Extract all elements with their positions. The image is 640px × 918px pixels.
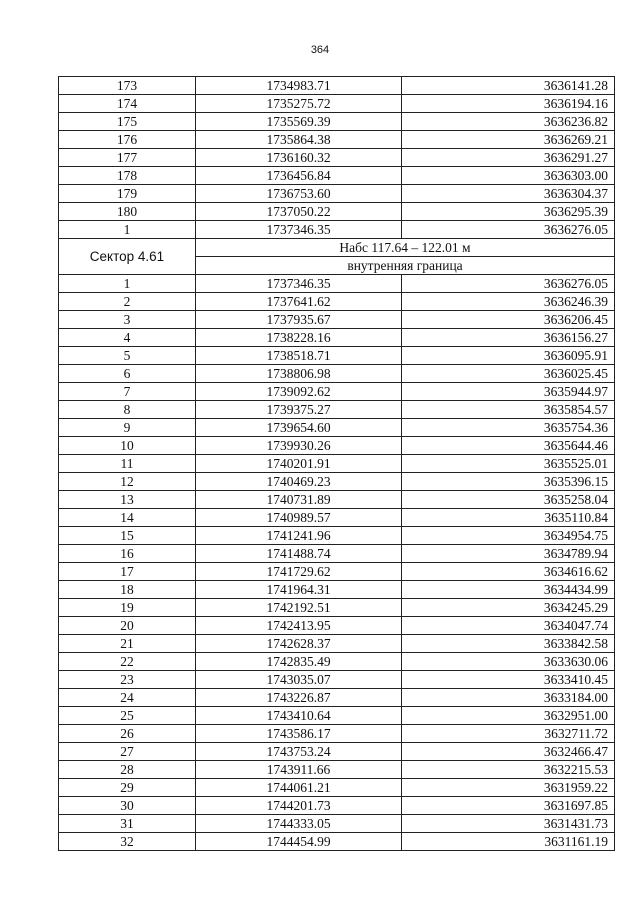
x-coordinate: 1737641.62 [196, 293, 402, 311]
table-row [59, 311, 615, 329]
x-coordinate: 1743753.24 [196, 743, 402, 761]
x-coordinate: 1734983.71 [196, 77, 402, 95]
y-coordinate: 3636236.82 [402, 113, 615, 131]
point-number: 5 [59, 347, 196, 365]
point-number: 173 [59, 77, 196, 95]
table-row [59, 293, 615, 311]
y-coordinate: 3636141.28 [402, 77, 615, 95]
point-number: 20 [59, 617, 196, 635]
table-row [59, 491, 615, 509]
point-number: 27 [59, 743, 196, 761]
point-number: 30 [59, 797, 196, 815]
table-row [59, 419, 615, 437]
x-coordinate: 1740731.89 [196, 491, 402, 509]
x-coordinate: 1744333.05 [196, 815, 402, 833]
y-coordinate: 3636269.21 [402, 131, 615, 149]
point-number: 23 [59, 671, 196, 689]
sector-header-row [59, 239, 615, 257]
point-number: 17 [59, 563, 196, 581]
point-number: 25 [59, 707, 196, 725]
y-coordinate: 3634434.99 [402, 581, 615, 599]
point-number: 19 [59, 599, 196, 617]
y-coordinate: 3636095.91 [402, 347, 615, 365]
point-number: 24 [59, 689, 196, 707]
y-coordinate: 3636276.05 [402, 221, 615, 239]
y-coordinate: 3633630.06 [402, 653, 615, 671]
y-coordinate: 3634245.29 [402, 599, 615, 617]
table-row [59, 455, 615, 473]
point-number: 11 [59, 455, 196, 473]
y-coordinate: 3636025.45 [402, 365, 615, 383]
table-row [59, 203, 615, 221]
x-coordinate: 1737346.35 [196, 275, 402, 293]
x-coordinate: 1743586.17 [196, 725, 402, 743]
x-coordinate: 1742413.95 [196, 617, 402, 635]
x-coordinate: 1741241.96 [196, 527, 402, 545]
point-number: 8 [59, 401, 196, 419]
y-coordinate: 3633184.00 [402, 689, 615, 707]
table-row [59, 329, 615, 347]
table-row [59, 347, 615, 365]
x-coordinate: 1739930.26 [196, 437, 402, 455]
table-row [59, 167, 615, 185]
x-coordinate: 1739654.60 [196, 419, 402, 437]
table-body-previous-sector [59, 77, 615, 239]
point-number: 32 [59, 833, 196, 851]
y-coordinate: 3636291.27 [402, 149, 615, 167]
table-row [59, 671, 615, 689]
table-row [59, 401, 615, 419]
y-coordinate: 3632215.53 [402, 761, 615, 779]
y-coordinate: 3631431.73 [402, 815, 615, 833]
point-number: 6 [59, 365, 196, 383]
sector-header [59, 239, 615, 275]
point-number: 28 [59, 761, 196, 779]
x-coordinate: 1742835.49 [196, 653, 402, 671]
y-coordinate: 3635944.97 [402, 383, 615, 401]
point-number: 7 [59, 383, 196, 401]
point-number: 13 [59, 491, 196, 509]
table-row [59, 275, 615, 293]
y-coordinate: 3635396.15 [402, 473, 615, 491]
table-row [59, 689, 615, 707]
point-number: 180 [59, 203, 196, 221]
point-number: 18 [59, 581, 196, 599]
table-row [59, 545, 615, 563]
table-row [59, 617, 615, 635]
point-number: 3 [59, 311, 196, 329]
y-coordinate: 3632466.47 [402, 743, 615, 761]
y-coordinate: 3636295.39 [402, 203, 615, 221]
x-coordinate: 1735569.39 [196, 113, 402, 131]
table-row [59, 779, 615, 797]
x-coordinate: 1742628.37 [196, 635, 402, 653]
y-coordinate: 3636194.16 [402, 95, 615, 113]
x-coordinate: 1739092.62 [196, 383, 402, 401]
y-coordinate: 3636206.45 [402, 311, 615, 329]
point-number: 177 [59, 149, 196, 167]
table-row [59, 815, 615, 833]
table-row [59, 743, 615, 761]
x-coordinate: 1735275.72 [196, 95, 402, 113]
table-row [59, 365, 615, 383]
point-number: 10 [59, 437, 196, 455]
point-number: 4 [59, 329, 196, 347]
table-row [59, 77, 615, 95]
y-coordinate: 3635754.36 [402, 419, 615, 437]
point-number: 1 [59, 275, 196, 293]
table-row [59, 725, 615, 743]
point-number: 174 [59, 95, 196, 113]
point-number: 9 [59, 419, 196, 437]
x-coordinate: 1740469.23 [196, 473, 402, 491]
table-row [59, 581, 615, 599]
point-number: 22 [59, 653, 196, 671]
table-row [59, 131, 615, 149]
x-coordinate: 1742192.51 [196, 599, 402, 617]
page-number: 364 [310, 44, 330, 56]
y-coordinate: 3633842.58 [402, 635, 615, 653]
table-row [59, 653, 615, 671]
x-coordinate: 1738518.71 [196, 347, 402, 365]
point-number: 26 [59, 725, 196, 743]
table-row [59, 761, 615, 779]
table-row [59, 473, 615, 491]
x-coordinate: 1744201.73 [196, 797, 402, 815]
x-coordinate: 1738228.16 [196, 329, 402, 347]
y-coordinate: 3636246.39 [402, 293, 615, 311]
table-row [59, 113, 615, 131]
table-row [59, 635, 615, 653]
table-row [59, 509, 615, 527]
table-row [59, 221, 615, 239]
point-number: 14 [59, 509, 196, 527]
table-row [59, 797, 615, 815]
x-coordinate: 1736160.32 [196, 149, 402, 167]
point-number: 16 [59, 545, 196, 563]
point-number: 178 [59, 167, 196, 185]
table-row [59, 833, 615, 851]
x-coordinate: 1743226.87 [196, 689, 402, 707]
y-coordinate: 3636156.27 [402, 329, 615, 347]
y-coordinate: 3633410.45 [402, 671, 615, 689]
table-row [59, 527, 615, 545]
x-coordinate: 1738806.98 [196, 365, 402, 383]
point-number: 1 [59, 221, 196, 239]
y-coordinate: 3631959.22 [402, 779, 615, 797]
point-number: 175 [59, 113, 196, 131]
x-coordinate: 1743911.66 [196, 761, 402, 779]
sector-name: Сектор 4.61 [59, 239, 196, 275]
sector-elevation: Набс 117.64 – 122.01 м [196, 239, 615, 257]
y-coordinate: 3635110.84 [402, 509, 615, 527]
x-coordinate: 1739375.27 [196, 401, 402, 419]
x-coordinate: 1743410.64 [196, 707, 402, 725]
y-coordinate: 3636276.05 [402, 275, 615, 293]
x-coordinate: 1741488.74 [196, 545, 402, 563]
y-coordinate: 3635258.04 [402, 491, 615, 509]
point-number: 29 [59, 779, 196, 797]
table-row [59, 599, 615, 617]
point-number: 176 [59, 131, 196, 149]
y-coordinate: 3635644.46 [402, 437, 615, 455]
x-coordinate: 1737935.67 [196, 311, 402, 329]
x-coordinate: 1744061.21 [196, 779, 402, 797]
table-body-sector-4-61 [59, 275, 615, 851]
x-coordinate: 1740989.57 [196, 509, 402, 527]
y-coordinate: 3634789.94 [402, 545, 615, 563]
y-coordinate: 3634047.74 [402, 617, 615, 635]
y-coordinate: 3636303.00 [402, 167, 615, 185]
y-coordinate: 3634954.75 [402, 527, 615, 545]
y-coordinate: 3632711.72 [402, 725, 615, 743]
table-row [59, 383, 615, 401]
x-coordinate: 1741729.62 [196, 563, 402, 581]
y-coordinate: 3631161.19 [402, 833, 615, 851]
y-coordinate: 3634616.62 [402, 563, 615, 581]
table-row [59, 437, 615, 455]
x-coordinate: 1737346.35 [196, 221, 402, 239]
y-coordinate: 3635525.01 [402, 455, 615, 473]
x-coordinate: 1743035.07 [196, 671, 402, 689]
x-coordinate: 1744454.99 [196, 833, 402, 851]
x-coordinate: 1740201.91 [196, 455, 402, 473]
point-number: 31 [59, 815, 196, 833]
table-row [59, 563, 615, 581]
point-number: 179 [59, 185, 196, 203]
y-coordinate: 3631697.85 [402, 797, 615, 815]
point-number: 2 [59, 293, 196, 311]
y-coordinate: 3636304.37 [402, 185, 615, 203]
point-number: 15 [59, 527, 196, 545]
table-row [59, 707, 615, 725]
x-coordinate: 1735864.38 [196, 131, 402, 149]
point-number: 21 [59, 635, 196, 653]
y-coordinate: 3635854.57 [402, 401, 615, 419]
coordinates-table [58, 76, 615, 851]
table-row [59, 149, 615, 167]
x-coordinate: 1736753.60 [196, 185, 402, 203]
point-number: 12 [59, 473, 196, 491]
x-coordinate: 1741964.31 [196, 581, 402, 599]
table-row [59, 185, 615, 203]
x-coordinate: 1736456.84 [196, 167, 402, 185]
table-row [59, 95, 615, 113]
sector-boundary: внутренняя граница [196, 257, 615, 275]
x-coordinate: 1737050.22 [196, 203, 402, 221]
y-coordinate: 3632951.00 [402, 707, 615, 725]
